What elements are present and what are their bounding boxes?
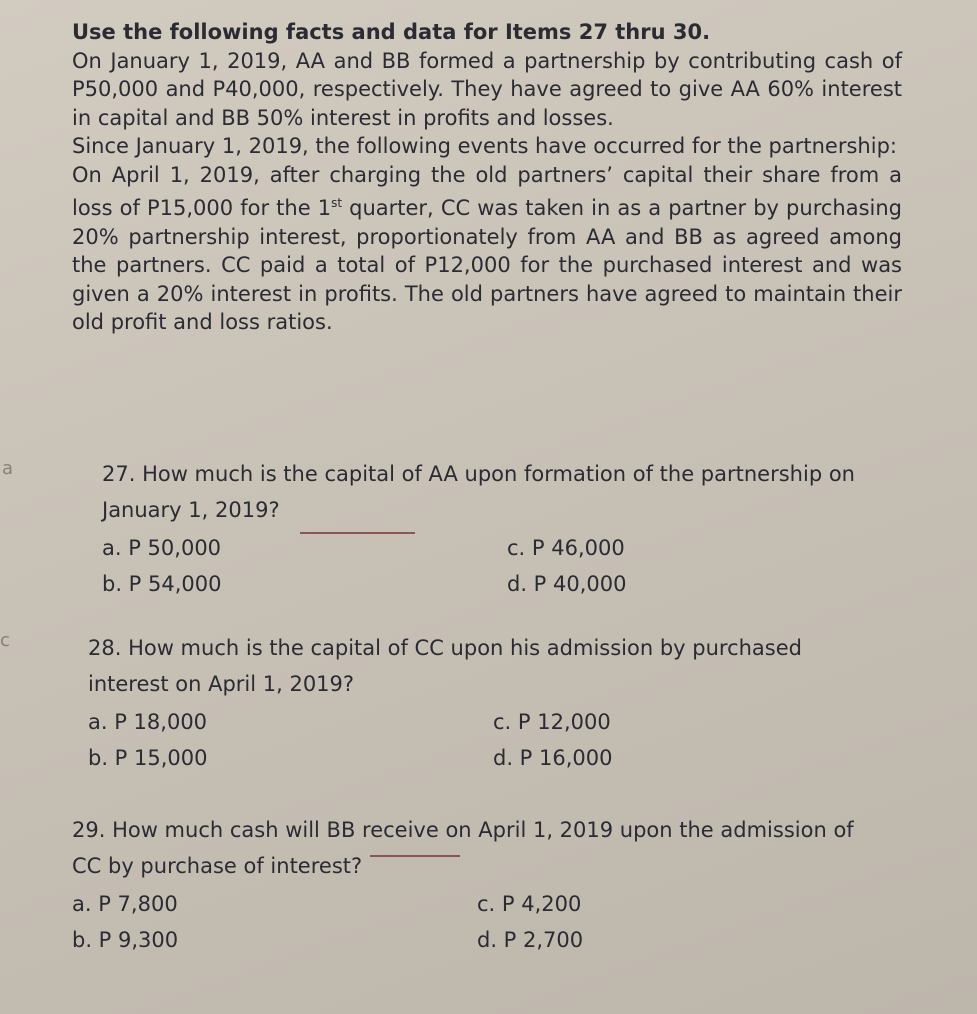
margin-mark-q28: c [0, 630, 10, 651]
question-27-choice-c[interactable]: c. P 46,000 [507, 536, 625, 560]
question-27-choice-d[interactable]: d. P 40,000 [507, 572, 627, 596]
question-29-stem: 29. How much cash will BB receive on April 1, 2019 upon the admission of CC by purchase of interest? [72, 818, 854, 878]
question-29-choice-d[interactable]: d. P 2,700 [477, 928, 584, 952]
facts-heading: Use the following facts and data for Items 27 thru 30. [72, 20, 711, 44]
facts-paragraph-formation: On January 1, 2019, AA and BB formed a partnership by contributing cash of P50,000 and P40,000, respectively. They have agreed to give AA 60% interest in capital and BB 50% interest in profits and losses. [72, 48, 902, 130]
facts-paragraph-events: Since January 1, 2019, the following events have occurred for the partnership: [72, 134, 897, 158]
question-28-stem: 28. How much is the capital of CC upon his admission by purchased interest on April 1, 2019? [88, 636, 802, 696]
question-28-choices [88, 704, 878, 778]
pen-underline-q29 [370, 855, 460, 857]
question-29-choice-a[interactable]: a. P 7,800 [72, 892, 178, 916]
question-29-choice-b[interactable]: b. P 9,300 [72, 928, 179, 952]
question-28-choice-d[interactable]: d. P 16,000 [493, 746, 613, 770]
ordinal-superscript: st [331, 196, 343, 210]
question-29-choices [72, 886, 862, 960]
question-28 [88, 630, 878, 778]
question-28-choice-b[interactable]: b. P 15,000 [88, 746, 208, 770]
admission-text-part2: quarter, CC was taken in as a partner by purchasing 20% partnership interest, proportionately from AA and BB as agreed among the partners. CC paid a total of P12,000 for the purchased interest and was given a 20% interest in profits. The old partners have agreed to maintain their old profit and loss ratios. [72, 196, 903, 334]
facts-paragraph-admission [72, 161, 902, 337]
question-28-choice-c[interactable]: c. P 12,000 [493, 710, 611, 734]
admission-text-part1: On April 1, 2019, after charging the old partners’ capital their share from a loss of P15,000 for the 1 [72, 162, 902, 220]
question-27-choice-a[interactable]: a. P 50,000 [102, 536, 222, 560]
question-27-choices [102, 530, 892, 604]
question-28-choice-a[interactable]: a. P 18,000 [88, 710, 208, 734]
pen-underline-q27 [300, 532, 415, 534]
facts-section [72, 18, 902, 337]
question-27-choice-b[interactable]: b. P 54,000 [102, 572, 222, 596]
question-27 [102, 456, 892, 604]
question-29 [72, 812, 862, 960]
margin-mark-q27: a [2, 458, 14, 479]
question-27-stem: 27. How much is the capital of AA upon formation of the partnership on January 1, 2019? [102, 462, 855, 522]
question-29-choice-c[interactable]: c. P 4,200 [477, 892, 582, 916]
